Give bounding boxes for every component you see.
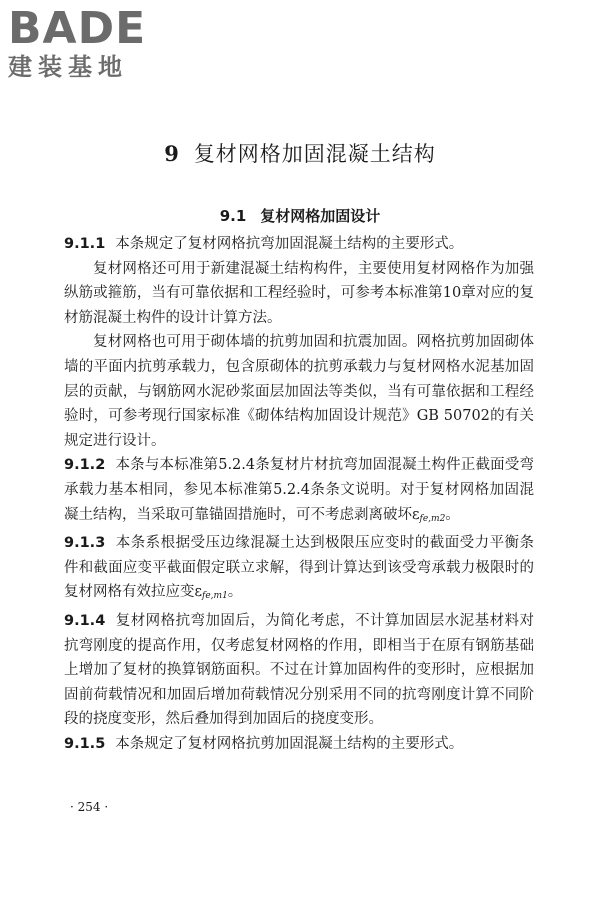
paragraph-text: 复材网格还可用于新建混凝土结构构件，主要使用复材网格作为加强纵筋或箍筋，当有可靠依据和工程经验时，可参考本标准第10章对应的复材筋混凝土构件的设计计算方法。 <box>64 260 534 326</box>
section-number: 9.1 <box>219 207 247 225</box>
strain-symbol: ε <box>194 584 203 601</box>
paragraph-text: 复材网格也可用于砌体墙的抗剪加固和抗震加固。网格抗剪加固砌体墙的平面内抗剪承载力，包含原砌体的抗剪承载力与复材网格水泥基加固层的贡献，与钢筋网水泥砂浆面层加固法等类似，当有可靠依据和工程经验时，可参考现行国家标准《砌体结构加固设计规范》GB 50702的有关规定进行设计。 <box>64 334 534 449</box>
strain-symbol: ε <box>412 506 420 523</box>
clause-number: 9.1.3 <box>64 535 106 552</box>
logo-subtitle: 建装基地 <box>8 53 128 81</box>
paragraph-text: 本条与本标准第5.2.4条复材片材抗弯加固混凝土构件正截面受弯承载力基本相同，参见本标准第5.2.4条条文说明。对于复材网格加固混凝土结构，当采取可靠锚固措施时，可不考虑剥离破坏 <box>64 457 534 523</box>
page-number: · 254 · <box>70 800 109 814</box>
logo-mark: BADE <box>8 3 147 54</box>
strain-subscript: fe,m1 <box>202 591 228 602</box>
clause-number: 9.1.4 <box>64 612 106 629</box>
chapter-title-text: 复材网格加固混凝土结构 <box>193 142 436 166</box>
paragraph-masonry <box>64 330 534 453</box>
document-body <box>64 232 534 756</box>
paragraph-new-structures <box>64 257 534 331</box>
chapter-title <box>0 138 600 168</box>
paragraph-text: 本条规定了复材网格抗剪加固混凝土结构的主要形式。 <box>115 735 464 752</box>
section-title-text: 复材网格加固设计 <box>260 207 381 225</box>
paragraph-9-1-4 <box>64 609 534 732</box>
clause-number: 9.1.5 <box>64 735 106 752</box>
paragraph-text: 本条系根据受压边缘混凝土达到极限压应变时的截面受力平衡条件和截面应变平截面假定联立求解，得到计算达到该受弯承载力极限时的复材网格有效拉应变 <box>64 535 534 601</box>
bade-logo <box>8 3 178 86</box>
paragraph-9-1-1 <box>64 232 534 257</box>
paragraph-text: 本条规定了复材网格抗弯加固混凝土结构的主要形式。 <box>115 236 464 252</box>
section-title <box>0 205 600 226</box>
paragraph-9-1-5 <box>64 732 534 757</box>
chapter-number: 9 <box>164 141 180 166</box>
paragraph-9-1-2 <box>64 453 534 531</box>
paragraph-text: 复材网格抗弯加固后，为简化考虑，不计算加固层水泥基材料对抗弯刚度的提高作用，仅考虑复材网格的作用，即相当于在原有钢筋基础上增加了复材的换算钢筋面积。不过在计算加固构件的变形时，应根据加固前荷载情况和加固后增加荷载情况分别采用不同的抗弯刚度计算不同阶段的挠度变形，然后叠加得到加固后的挠度变形。 <box>64 612 534 728</box>
clause-number: 9.1.2 <box>64 457 106 474</box>
paragraph-tail: 。 <box>445 506 460 523</box>
paragraph-tail: 。 <box>227 584 243 601</box>
strain-subscript: fe,m2 <box>419 513 446 524</box>
clause-number: 9.1.1 <box>64 236 106 252</box>
paragraph-9-1-3 <box>64 531 534 609</box>
